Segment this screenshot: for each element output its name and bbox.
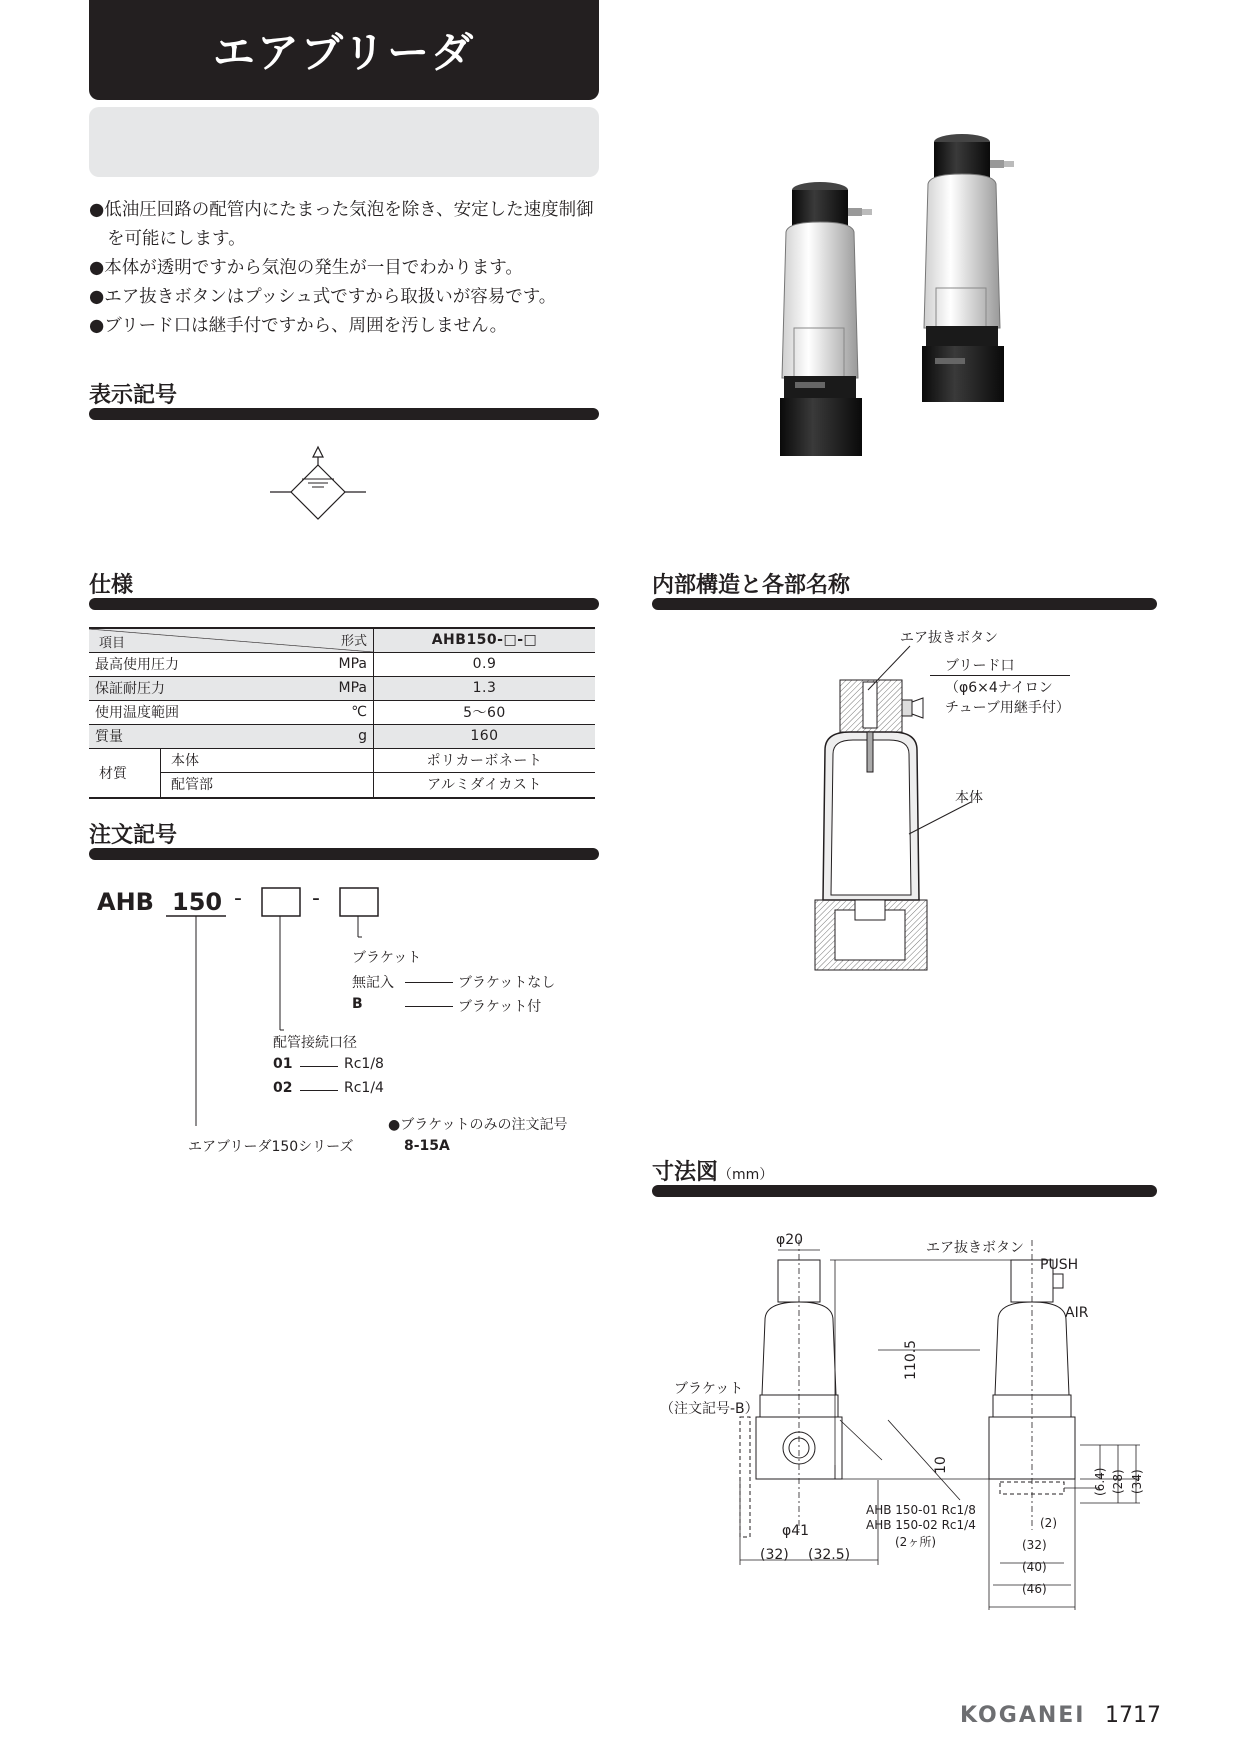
section-title-symbol: 表示記号 (89, 383, 178, 408)
material-label: 材質 (89, 749, 161, 797)
section-bar (652, 598, 1157, 610)
dim-b32: (32) (1022, 1538, 1047, 1552)
feature-item: ●本体が透明ですから気泡の発生が一目でわかります。 (89, 258, 523, 278)
page-title: エアブリーダ (89, 0, 599, 100)
port-option-code: 01 (273, 1056, 293, 1072)
leader-line (405, 1006, 453, 1007)
label-bleed-port-note2: チューブ用継手付） (945, 700, 1070, 716)
dim-phi41: φ41 (782, 1523, 810, 1539)
leader-line (405, 982, 453, 983)
port-option-desc: Rc1/4 (344, 1080, 384, 1096)
label-bleed-port: ブリード口 (945, 658, 1015, 674)
order-prefix: AHB (97, 888, 154, 916)
product-photo (740, 128, 1060, 458)
header-value: AHB150-□-□ (373, 628, 595, 652)
row-unit: MPa (259, 652, 373, 676)
table-row (89, 652, 595, 676)
section-title-dimensions: 寸法図（mm） (652, 1160, 774, 1185)
order-code-leader-lines (160, 880, 400, 1140)
port-option-code: 02 (273, 1080, 293, 1096)
leader-line (905, 800, 975, 840)
dim-push: PUSH (1040, 1257, 1079, 1273)
section-bar (89, 848, 599, 860)
subtitle-box (89, 107, 599, 177)
bracket-option-code: B (352, 996, 363, 1012)
bracket-option-desc: ブラケットなし (458, 975, 556, 991)
dim-port-2: AHB 150-02 Rc1/4 (866, 1518, 976, 1532)
order-dash: - (312, 886, 320, 911)
order-series: 150 (172, 888, 223, 916)
row-label: 質量 (89, 724, 259, 748)
dim-32: (32) (760, 1547, 789, 1563)
row-value: 1.3 (373, 676, 595, 700)
material-port-value: アルミダイカスト (427, 776, 542, 793)
section-title-spec: 仕様 (89, 573, 134, 598)
leader-line (860, 644, 920, 694)
feature-item: ●ブリード口は継手付ですから、周囲を汚しません。 (89, 316, 508, 336)
row-label: 使用温度範囲 (89, 700, 259, 724)
dim-bracket-label: ブラケット (674, 1381, 744, 1397)
dim-b40: (40) (1022, 1560, 1047, 1574)
order-dash: - (234, 886, 242, 911)
material-body-value: ポリカーボネート (374, 749, 595, 773)
row-value: 0.9 (373, 652, 595, 676)
section-bar (652, 1185, 1157, 1197)
section-title-order: 注文記号 (89, 823, 178, 848)
dim-two-places: (2ヶ所) (895, 1535, 936, 1549)
dim-b46: (46) (1022, 1582, 1047, 1596)
label-air-bleed-button: エア抜きボタン (900, 630, 998, 646)
row-value: 5〜60 (373, 700, 595, 724)
material-port-label: 配管部 (171, 776, 213, 793)
filter-symbol-diagram (270, 445, 370, 540)
port-title: 配管接続口径 (273, 1035, 357, 1051)
row-unit: ℃ (259, 700, 373, 724)
spec-table (89, 627, 595, 799)
dim-air-bleed-button: エア抜きボタン (926, 1240, 1024, 1256)
bracket-only-title: ●ブラケットのみの注文記号 (388, 1117, 568, 1133)
row-value: 160 (373, 724, 595, 748)
dim-bracket-note: （注文記号-B） (660, 1401, 759, 1417)
row-label: 保証耐圧力 (89, 676, 259, 700)
section-title-structure: 内部構造と各部名称 (652, 573, 851, 598)
dim-110-5: 110.5 (903, 1339, 919, 1380)
bracket-only-code: 8-15A (404, 1138, 450, 1154)
header-item: 項目 (99, 635, 126, 651)
row-label: 最高使用圧力 (89, 652, 259, 676)
port-option-desc: Rc1/8 (344, 1056, 384, 1072)
feature-item: ●低油圧回路の配管内にたまった気泡を除き、安定した速度制御を可能にします。 (89, 200, 594, 249)
bracket-option-code: 無記入 (352, 975, 394, 991)
dim-phi20: φ20 (776, 1232, 804, 1248)
section-bar (89, 598, 599, 610)
material-body-label: 本体 (161, 749, 373, 773)
table-row (89, 748, 595, 798)
dim-air: AIR (1065, 1305, 1089, 1321)
bracket-option-desc: ブラケット付 (458, 999, 542, 1015)
section-bar (89, 408, 599, 420)
series-label: エアブリーダ150シリーズ (188, 1139, 354, 1155)
dim-28: (28) (1111, 1469, 1125, 1494)
feature-item: ●エア抜きボタンはプッシュ式ですから取扱いが容易です。 (89, 287, 557, 307)
label-body: 本体 (955, 790, 983, 806)
feature-list (89, 196, 609, 341)
header-model: 形式 (340, 634, 367, 649)
leader-line (300, 1066, 338, 1067)
brand-logo: KOGANEI (960, 1703, 1086, 1728)
table-row (89, 676, 595, 700)
table-row (89, 700, 595, 724)
leader-line (300, 1090, 338, 1091)
table-row (89, 724, 595, 748)
page-number: 1717 (1105, 1703, 1161, 1728)
row-unit: MPa (259, 676, 373, 700)
table-row (89, 628, 595, 652)
bracket-title: ブラケット (352, 950, 422, 966)
leader-line (930, 675, 1070, 676)
row-unit: g (259, 724, 373, 748)
dim-port-1: AHB 150-01 Rc1/8 (866, 1503, 976, 1517)
dim-6-4: (6.4) (1093, 1467, 1107, 1496)
dim-34: (34) (1130, 1469, 1144, 1494)
dim-10: 10 (933, 1456, 949, 1474)
label-bleed-port-note1: （φ6×4ナイロン (945, 680, 1053, 696)
dim-32-5: (32.5) (808, 1547, 851, 1563)
dim-2: (2) (1040, 1516, 1057, 1530)
